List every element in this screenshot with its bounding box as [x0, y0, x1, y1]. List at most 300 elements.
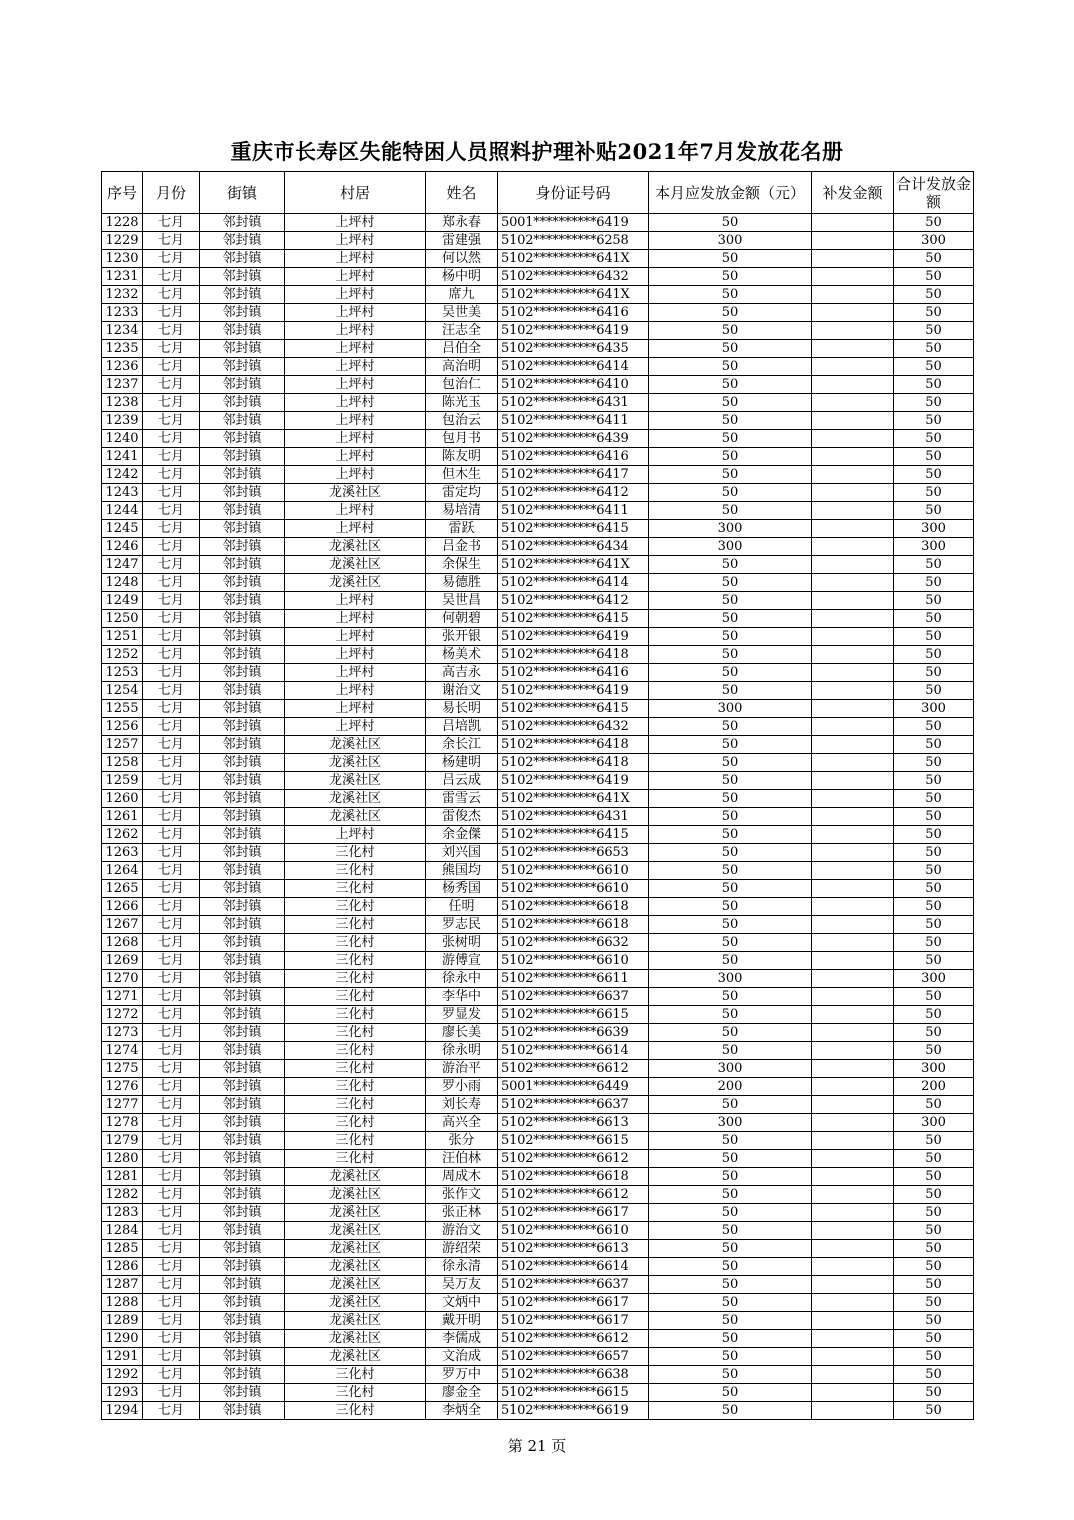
- cell-total: 200: [894, 1078, 974, 1096]
- cell-back-pay: [812, 1330, 894, 1348]
- cell-back-pay: [812, 232, 894, 250]
- cell-id-number: 5102**********6618: [498, 898, 649, 916]
- cell-village: 龙溪社区: [285, 574, 426, 592]
- cell-id-number: 5102**********6612: [498, 1060, 649, 1078]
- cell-monthly-amount: 50: [649, 358, 812, 376]
- cell-village: 上坪村: [285, 286, 426, 304]
- cell-monthly-amount: 50: [649, 1312, 812, 1330]
- cell-back-pay: [812, 952, 894, 970]
- cell-village: 上坪村: [285, 376, 426, 394]
- cell-id-number: 5102**********6632: [498, 934, 649, 952]
- cell-index: 1260: [102, 790, 143, 808]
- cell-monthly-amount: 50: [649, 772, 812, 790]
- cell-town: 邻封镇: [200, 232, 285, 250]
- cell-name: 任明: [426, 898, 498, 916]
- cell-back-pay: [812, 1240, 894, 1258]
- cell-month: 七月: [143, 1186, 200, 1204]
- cell-id-number: 5102**********6418: [498, 754, 649, 772]
- table-row: [102, 430, 974, 448]
- cell-month: 七月: [143, 1042, 200, 1060]
- cell-id-number: 5102**********641X: [498, 250, 649, 268]
- cell-village: 三化村: [285, 1060, 426, 1078]
- cell-index: 1285: [102, 1240, 143, 1258]
- cell-id-number: 5102**********6618: [498, 1168, 649, 1186]
- cell-village: 三化村: [285, 1366, 426, 1384]
- table-row: [102, 736, 974, 754]
- cell-monthly-amount: 300: [649, 1060, 812, 1078]
- cell-month: 七月: [143, 826, 200, 844]
- cell-index: 1282: [102, 1186, 143, 1204]
- cell-month: 七月: [143, 394, 200, 412]
- cell-name: 张正林: [426, 1204, 498, 1222]
- cell-total: 50: [894, 646, 974, 664]
- cell-total: 50: [894, 1402, 974, 1420]
- header-index: 序号: [102, 172, 143, 214]
- cell-back-pay: [812, 520, 894, 538]
- cell-month: 七月: [143, 1078, 200, 1096]
- cell-name: 但木生: [426, 466, 498, 484]
- cell-name: 何以然: [426, 250, 498, 268]
- cell-name: 余金傑: [426, 826, 498, 844]
- cell-town: 邻封镇: [200, 538, 285, 556]
- cell-id-number: 5102**********6612: [498, 1150, 649, 1168]
- cell-monthly-amount: 50: [649, 340, 812, 358]
- cell-monthly-amount: 50: [649, 1150, 812, 1168]
- cell-index: 1231: [102, 268, 143, 286]
- cell-monthly-amount: 300: [649, 538, 812, 556]
- cell-monthly-amount: 50: [649, 664, 812, 682]
- cell-monthly-amount: 50: [649, 1132, 812, 1150]
- cell-name: 杨美术: [426, 646, 498, 664]
- cell-village: 上坪村: [285, 412, 426, 430]
- cell-village: 上坪村: [285, 664, 426, 682]
- cell-name: 雷跃: [426, 520, 498, 538]
- cell-id-number: 5102**********6414: [498, 358, 649, 376]
- cell-name: 罗小雨: [426, 1078, 498, 1096]
- cell-index: 1264: [102, 862, 143, 880]
- cell-index: 1259: [102, 772, 143, 790]
- table-row: [102, 1132, 974, 1150]
- cell-index: 1269: [102, 952, 143, 970]
- table-row: [102, 700, 974, 718]
- cell-index: 1251: [102, 628, 143, 646]
- cell-total: 50: [894, 1186, 974, 1204]
- cell-monthly-amount: 300: [649, 520, 812, 538]
- cell-index: 1252: [102, 646, 143, 664]
- cell-town: 邻封镇: [200, 1060, 285, 1078]
- cell-month: 七月: [143, 1114, 200, 1132]
- cell-town: 邻封镇: [200, 304, 285, 322]
- cell-id-number: 5102**********6612: [498, 1330, 649, 1348]
- cell-total: 300: [894, 970, 974, 988]
- cell-village: 龙溪社区: [285, 1294, 426, 1312]
- cell-monthly-amount: 50: [649, 1294, 812, 1312]
- cell-id-number: 5102**********6415: [498, 700, 649, 718]
- cell-village: 三化村: [285, 1096, 426, 1114]
- cell-id-number: 5102**********6614: [498, 1042, 649, 1060]
- cell-id-number: 5102**********6435: [498, 340, 649, 358]
- cell-index: 1238: [102, 394, 143, 412]
- cell-name: 汪伯林: [426, 1150, 498, 1168]
- cell-month: 七月: [143, 340, 200, 358]
- cell-month: 七月: [143, 718, 200, 736]
- cell-town: 邻封镇: [200, 826, 285, 844]
- cell-back-pay: [812, 682, 894, 700]
- cell-index: 1242: [102, 466, 143, 484]
- cell-name: 包治云: [426, 412, 498, 430]
- cell-town: 邻封镇: [200, 664, 285, 682]
- cell-back-pay: [812, 466, 894, 484]
- cell-total: 300: [894, 538, 974, 556]
- cell-id-number: 5102**********6610: [498, 880, 649, 898]
- cell-index: 1230: [102, 250, 143, 268]
- roster-body: [102, 214, 974, 1420]
- cell-village: 上坪村: [285, 628, 426, 646]
- cell-month: 七月: [143, 520, 200, 538]
- table-row: [102, 214, 974, 232]
- cell-index: 1273: [102, 1024, 143, 1042]
- table-row: [102, 250, 974, 268]
- cell-village: 上坪村: [285, 304, 426, 322]
- cell-back-pay: [812, 646, 894, 664]
- cell-index: 1280: [102, 1150, 143, 1168]
- cell-village: 三化村: [285, 1078, 426, 1096]
- cell-id-number: 5102**********6418: [498, 736, 649, 754]
- cell-total: 50: [894, 1150, 974, 1168]
- cell-month: 七月: [143, 1096, 200, 1114]
- cell-back-pay: [812, 844, 894, 862]
- table-row: [102, 970, 974, 988]
- cell-name: 文治成: [426, 1348, 498, 1366]
- cell-index: 1248: [102, 574, 143, 592]
- cell-month: 七月: [143, 1366, 200, 1384]
- cell-month: 七月: [143, 952, 200, 970]
- cell-month: 七月: [143, 934, 200, 952]
- cell-village: 上坪村: [285, 250, 426, 268]
- cell-back-pay: [812, 1042, 894, 1060]
- cell-back-pay: [812, 286, 894, 304]
- table-row: [102, 934, 974, 952]
- cell-village: 三化村: [285, 1042, 426, 1060]
- cell-village: 三化村: [285, 1402, 426, 1420]
- table-row: [102, 1204, 974, 1222]
- cell-village: 三化村: [285, 916, 426, 934]
- cell-total: 50: [894, 394, 974, 412]
- cell-town: 邻封镇: [200, 574, 285, 592]
- cell-id-number: 5102**********6612: [498, 1186, 649, 1204]
- cell-village: 上坪村: [285, 700, 426, 718]
- cell-monthly-amount: 50: [649, 862, 812, 880]
- cell-index: 1258: [102, 754, 143, 772]
- cell-monthly-amount: 50: [649, 1330, 812, 1348]
- cell-id-number: 5001**********6449: [498, 1078, 649, 1096]
- cell-id-number: 5102**********6416: [498, 304, 649, 322]
- cell-total: 50: [894, 718, 974, 736]
- cell-monthly-amount: 50: [649, 1222, 812, 1240]
- cell-month: 七月: [143, 412, 200, 430]
- cell-monthly-amount: 50: [649, 556, 812, 574]
- table-row: [102, 412, 974, 430]
- cell-village: 龙溪社区: [285, 736, 426, 754]
- header-row: [102, 172, 974, 214]
- cell-monthly-amount: 50: [649, 1096, 812, 1114]
- cell-total: 50: [894, 628, 974, 646]
- cell-index: 1289: [102, 1312, 143, 1330]
- cell-name: 包月书: [426, 430, 498, 448]
- cell-id-number: 5102**********6638: [498, 1366, 649, 1384]
- cell-monthly-amount: 50: [649, 394, 812, 412]
- cell-town: 邻封镇: [200, 448, 285, 466]
- cell-total: 50: [894, 934, 974, 952]
- cell-name: 陈友明: [426, 448, 498, 466]
- cell-id-number: 5102**********6434: [498, 538, 649, 556]
- cell-total: 50: [894, 1276, 974, 1294]
- cell-name: 杨建明: [426, 754, 498, 772]
- cell-id-number: 5102**********6615: [498, 1384, 649, 1402]
- cell-village: 三化村: [285, 934, 426, 952]
- cell-name: 杨秀国: [426, 880, 498, 898]
- cell-total: 50: [894, 412, 974, 430]
- cell-monthly-amount: 50: [649, 934, 812, 952]
- cell-monthly-amount: 50: [649, 682, 812, 700]
- cell-town: 邻封镇: [200, 1294, 285, 1312]
- cell-month: 七月: [143, 268, 200, 286]
- table-row: [102, 340, 974, 358]
- cell-id-number: 5102**********6416: [498, 664, 649, 682]
- cell-village: 龙溪社区: [285, 790, 426, 808]
- cell-back-pay: [812, 898, 894, 916]
- cell-total: 50: [894, 430, 974, 448]
- table-row: [102, 484, 974, 502]
- cell-month: 七月: [143, 1294, 200, 1312]
- cell-index: 1241: [102, 448, 143, 466]
- cell-back-pay: [812, 538, 894, 556]
- cell-total: 50: [894, 1312, 974, 1330]
- cell-month: 七月: [143, 484, 200, 502]
- cell-name: 刘长寿: [426, 1096, 498, 1114]
- cell-name: 张开银: [426, 628, 498, 646]
- cell-monthly-amount: 50: [649, 1024, 812, 1042]
- cell-name: 李华中: [426, 988, 498, 1006]
- cell-monthly-amount: 300: [649, 232, 812, 250]
- cell-town: 邻封镇: [200, 1150, 285, 1168]
- cell-id-number: 5102**********6416: [498, 448, 649, 466]
- cell-back-pay: [812, 592, 894, 610]
- cell-total: 50: [894, 250, 974, 268]
- cell-back-pay: [812, 1276, 894, 1294]
- table-row: [102, 1222, 974, 1240]
- cell-village: 上坪村: [285, 448, 426, 466]
- cell-index: 1272: [102, 1006, 143, 1024]
- cell-index: 1283: [102, 1204, 143, 1222]
- table-row: [102, 1078, 974, 1096]
- cell-village: 上坪村: [285, 268, 426, 286]
- cell-id-number: 5102**********6657: [498, 1348, 649, 1366]
- cell-month: 七月: [143, 592, 200, 610]
- table-row: [102, 772, 974, 790]
- cell-index: 1249: [102, 592, 143, 610]
- cell-back-pay: [812, 340, 894, 358]
- cell-name: 易长明: [426, 700, 498, 718]
- cell-name: 吴万友: [426, 1276, 498, 1294]
- cell-back-pay: [812, 1168, 894, 1186]
- cell-index: 1286: [102, 1258, 143, 1276]
- cell-total: 50: [894, 1204, 974, 1222]
- cell-index: 1229: [102, 232, 143, 250]
- cell-name: 罗志民: [426, 916, 498, 934]
- cell-month: 七月: [143, 502, 200, 520]
- cell-back-pay: [812, 1402, 894, 1420]
- cell-town: 邻封镇: [200, 376, 285, 394]
- cell-monthly-amount: 50: [649, 628, 812, 646]
- cell-name: 吕伯全: [426, 340, 498, 358]
- cell-village: 上坪村: [285, 358, 426, 376]
- cell-total: 50: [894, 844, 974, 862]
- cell-total: 300: [894, 520, 974, 538]
- cell-name: 高兴全: [426, 1114, 498, 1132]
- table-row: [102, 1096, 974, 1114]
- cell-id-number: 5102**********6615: [498, 1006, 649, 1024]
- cell-town: 邻封镇: [200, 286, 285, 304]
- table-row: [102, 898, 974, 916]
- cell-total: 50: [894, 1330, 974, 1348]
- cell-index: 1278: [102, 1114, 143, 1132]
- cell-village: 三化村: [285, 952, 426, 970]
- cell-town: 邻封镇: [200, 340, 285, 358]
- cell-monthly-amount: 50: [649, 808, 812, 826]
- cell-name: 吴世美: [426, 304, 498, 322]
- cell-name: 杨中明: [426, 268, 498, 286]
- cell-village: 龙溪社区: [285, 484, 426, 502]
- table-row: [102, 646, 974, 664]
- cell-month: 七月: [143, 772, 200, 790]
- cell-back-pay: [812, 1078, 894, 1096]
- cell-back-pay: [812, 1132, 894, 1150]
- cell-village: 龙溪社区: [285, 772, 426, 790]
- cell-index: 1262: [102, 826, 143, 844]
- cell-monthly-amount: 50: [649, 1366, 812, 1384]
- cell-month: 七月: [143, 286, 200, 304]
- cell-name: 易德胜: [426, 574, 498, 592]
- cell-id-number: 5102**********6613: [498, 1240, 649, 1258]
- table-row: [102, 1312, 974, 1330]
- cell-index: 1288: [102, 1294, 143, 1312]
- cell-name: 廖金全: [426, 1384, 498, 1402]
- cell-town: 邻封镇: [200, 772, 285, 790]
- cell-name: 游傅宣: [426, 952, 498, 970]
- cell-month: 七月: [143, 430, 200, 448]
- cell-index: 1261: [102, 808, 143, 826]
- cell-back-pay: [812, 1150, 894, 1168]
- cell-index: 1267: [102, 916, 143, 934]
- cell-name: 陈光玉: [426, 394, 498, 412]
- cell-total: 50: [894, 448, 974, 466]
- cell-total: 50: [894, 214, 974, 232]
- cell-id-number: 5102**********6637: [498, 1096, 649, 1114]
- cell-month: 七月: [143, 1060, 200, 1078]
- cell-total: 50: [894, 916, 974, 934]
- cell-name: 游治平: [426, 1060, 498, 1078]
- cell-total: 50: [894, 772, 974, 790]
- cell-village: 三化村: [285, 1006, 426, 1024]
- cell-total: 50: [894, 358, 974, 376]
- cell-town: 邻封镇: [200, 1240, 285, 1258]
- cell-month: 七月: [143, 1006, 200, 1024]
- cell-monthly-amount: 300: [649, 1114, 812, 1132]
- table-row: [102, 1240, 974, 1258]
- cell-town: 邻封镇: [200, 1312, 285, 1330]
- cell-month: 七月: [143, 1222, 200, 1240]
- table-row: [102, 556, 974, 574]
- cell-index: 1257: [102, 736, 143, 754]
- cell-total: 50: [894, 682, 974, 700]
- cell-total: 50: [894, 1258, 974, 1276]
- cell-total: 50: [894, 1384, 974, 1402]
- table-row: [102, 1150, 974, 1168]
- cell-town: 邻封镇: [200, 484, 285, 502]
- cell-town: 邻封镇: [200, 1186, 285, 1204]
- table-row: [102, 718, 974, 736]
- cell-month: 七月: [143, 844, 200, 862]
- cell-village: 三化村: [285, 1150, 426, 1168]
- cell-name: 谢治文: [426, 682, 498, 700]
- table-row: [102, 1366, 974, 1384]
- cell-index: 1254: [102, 682, 143, 700]
- cell-total: 50: [894, 268, 974, 286]
- cell-back-pay: [812, 556, 894, 574]
- cell-total: 50: [894, 1240, 974, 1258]
- cell-id-number: 5102**********6417: [498, 466, 649, 484]
- cell-village: 上坪村: [285, 718, 426, 736]
- cell-month: 七月: [143, 448, 200, 466]
- cell-total: 50: [894, 754, 974, 772]
- cell-id-number: 5102**********6418: [498, 646, 649, 664]
- cell-village: 龙溪社区: [285, 1258, 426, 1276]
- cell-id-number: 5102**********6415: [498, 520, 649, 538]
- cell-back-pay: [812, 484, 894, 502]
- table-row: [102, 988, 974, 1006]
- cell-village: 上坪村: [285, 394, 426, 412]
- cell-back-pay: [812, 1096, 894, 1114]
- cell-total: 50: [894, 574, 974, 592]
- cell-month: 七月: [143, 304, 200, 322]
- cell-total: 300: [894, 700, 974, 718]
- table-row: [102, 844, 974, 862]
- cell-id-number: 5102**********6637: [498, 988, 649, 1006]
- cell-id-number: 5102**********6617: [498, 1204, 649, 1222]
- cell-name: 徐永中: [426, 970, 498, 988]
- cell-back-pay: [812, 736, 894, 754]
- cell-id-number: 5102**********6439: [498, 430, 649, 448]
- cell-town: 邻封镇: [200, 412, 285, 430]
- cell-total: 50: [894, 502, 974, 520]
- cell-monthly-amount: 50: [649, 646, 812, 664]
- cell-total: 50: [894, 988, 974, 1006]
- table-row: [102, 448, 974, 466]
- table-row: [102, 952, 974, 970]
- table-row: [102, 394, 974, 412]
- cell-total: 50: [894, 304, 974, 322]
- table-row: [102, 862, 974, 880]
- cell-back-pay: [812, 1384, 894, 1402]
- cell-total: 50: [894, 466, 974, 484]
- cell-town: 邻封镇: [200, 1024, 285, 1042]
- header-name: 姓名: [426, 172, 498, 214]
- cell-name: 何朝碧: [426, 610, 498, 628]
- cell-index: 1268: [102, 934, 143, 952]
- cell-total: 50: [894, 880, 974, 898]
- cell-village: 上坪村: [285, 610, 426, 628]
